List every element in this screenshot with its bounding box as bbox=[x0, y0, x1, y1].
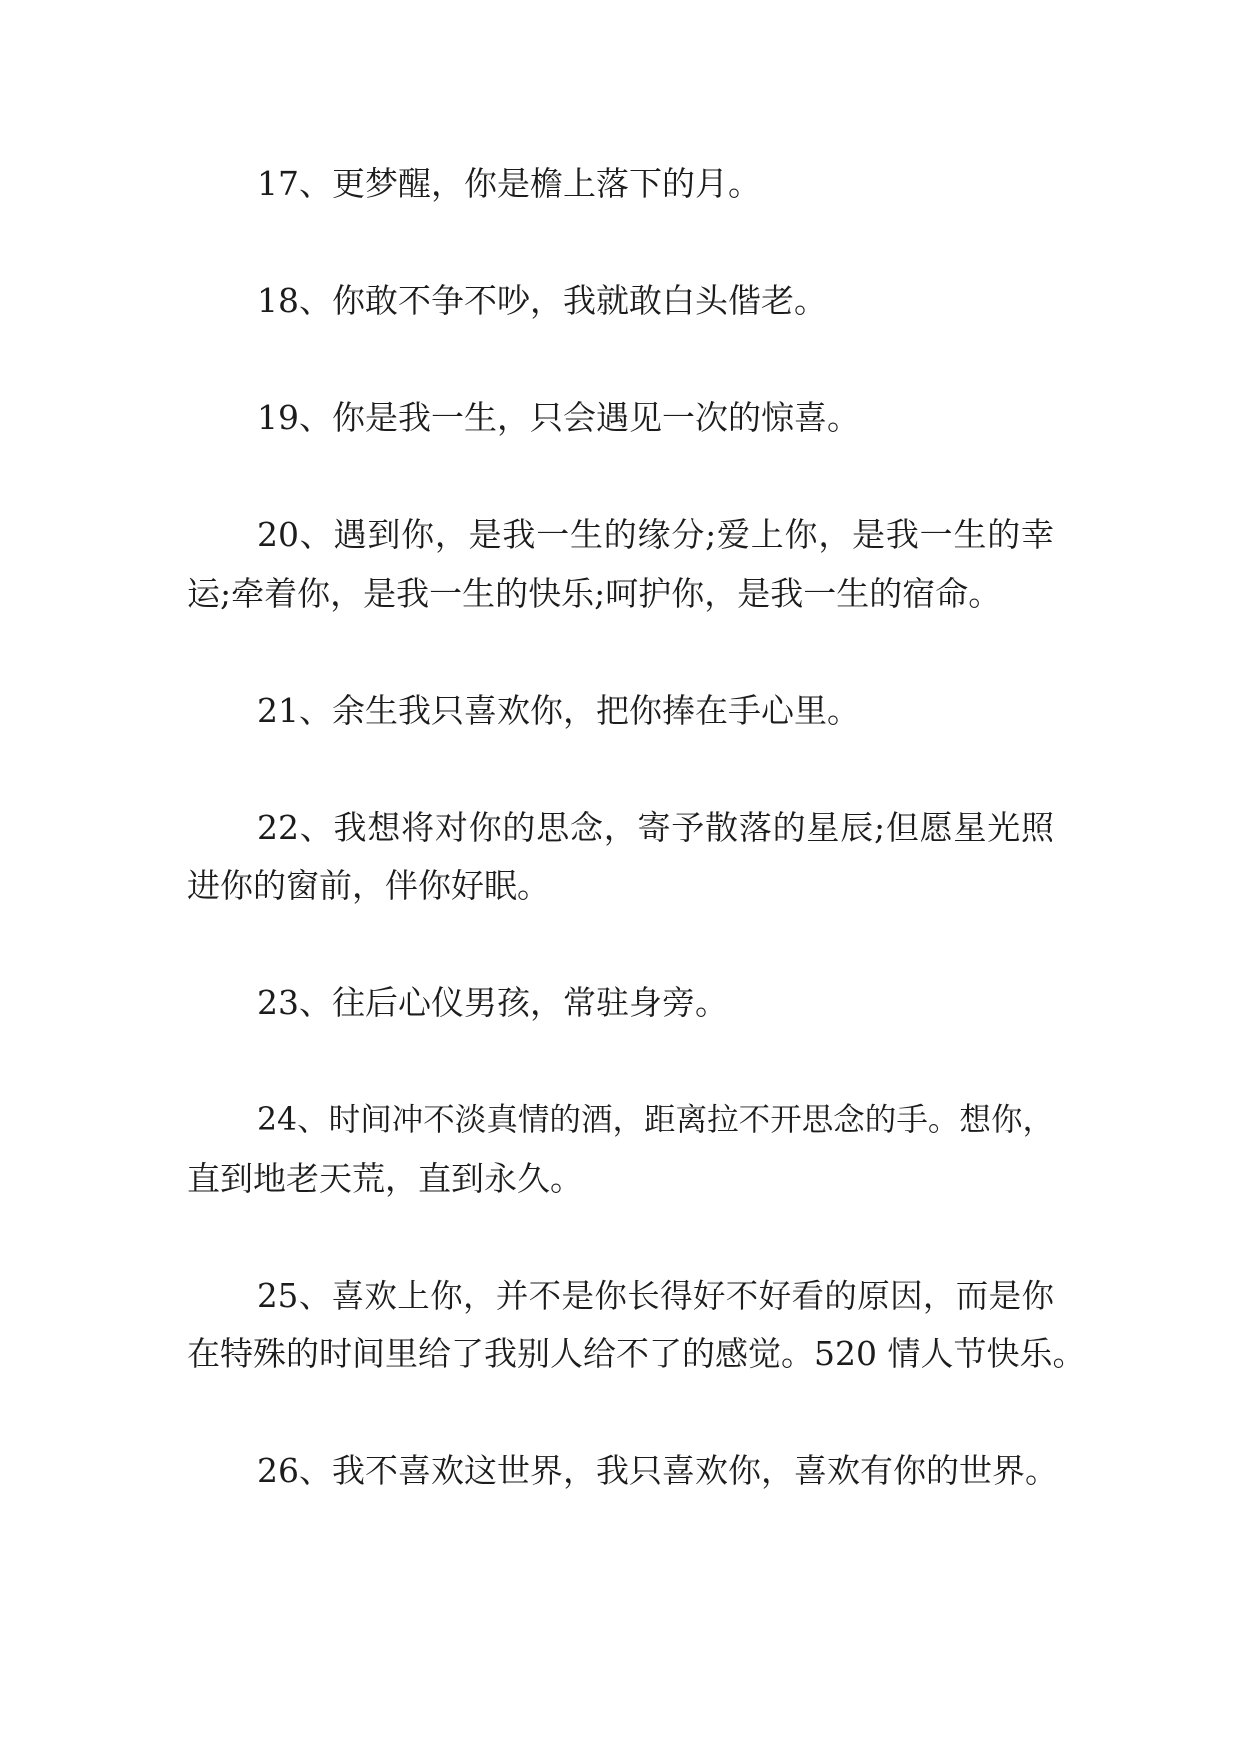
paragraph-line: 24、时间冲不淡真情的酒，距离拉不开思念的手。想你， bbox=[257, 1102, 1054, 1138]
paragraph-line: 19、你是我一生，只会遇见一次的惊喜。 bbox=[257, 398, 860, 437]
paragraph-24 bbox=[187, 1091, 1054, 1208]
paragraph-line: 18、你敢不争不吵，我就敢白头偕老。 bbox=[257, 281, 827, 320]
paragraph-line: 运;牵着你，是我一生的快乐;呵护你，是我一生的宿命。 bbox=[187, 573, 1002, 613]
paragraph-line: 21、余生我只喜欢你，把你捧在手心里。 bbox=[257, 690, 860, 730]
paragraph-line: 22、我想将对你的思念，寄予散落的星辰;但愿星光照 bbox=[257, 807, 1054, 847]
paragraph-line: 17、更梦醒，你是檐上落下的月。 bbox=[257, 164, 761, 203]
paragraph-line: 直到地老天荒，直到永久。 bbox=[187, 1158, 583, 1198]
paragraph-22 bbox=[187, 799, 1054, 916]
paragraph-line: 20、遇到你，是我一生的缘分;爱上你，是我一生的幸 bbox=[257, 515, 1054, 554]
paragraph-line: 23、往后心仪男孩，常驻身旁。 bbox=[257, 983, 728, 1022]
document-body bbox=[187, 155, 1086, 1559]
paragraph-17 bbox=[187, 155, 1054, 214]
paragraph-line: 在特殊的时间里给了我别人给不了的感觉。520 情人节快乐。 bbox=[187, 1334, 1086, 1373]
paragraph-line: 25、喜欢上你，并不是你长得好不好看的原因，而是你 bbox=[257, 1276, 1054, 1315]
paragraph-line: 26、我不喜欢这世界，我只喜欢你，喜欢有你的世界。 bbox=[257, 1451, 1058, 1490]
paragraph-25 bbox=[187, 1267, 1086, 1384]
paragraph-line: 进你的窗前，伴你好眠。 bbox=[187, 866, 550, 905]
paragraph-20 bbox=[187, 506, 1054, 623]
paragraph-23 bbox=[187, 974, 1054, 1033]
paragraph-19 bbox=[187, 389, 1054, 448]
paragraph-18 bbox=[187, 272, 1054, 331]
paragraph-26 bbox=[187, 1442, 1058, 1501]
paragraph-21 bbox=[187, 682, 1054, 741]
